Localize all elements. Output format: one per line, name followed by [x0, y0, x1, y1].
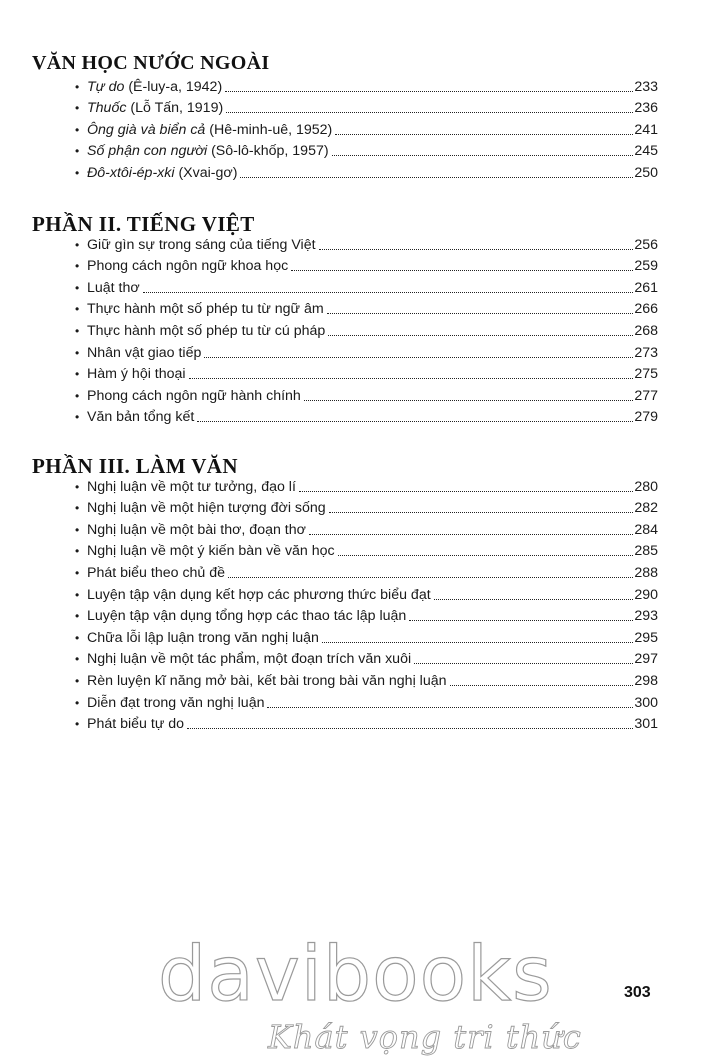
dot-leader	[414, 663, 633, 664]
toc-list	[75, 232, 658, 426]
dot-leader	[189, 378, 634, 379]
dot-leader	[291, 270, 633, 271]
dot-leader	[338, 555, 634, 556]
entry-page-number: 282	[634, 500, 658, 517]
entry-label: Nghị luận về một ý kiến bàn về văn học	[87, 543, 335, 560]
entry-title	[87, 564, 225, 582]
entry-title	[87, 672, 447, 690]
entry-page-number: 295	[634, 629, 658, 646]
entry-label: Giữ gìn sự trong sáng của tiếng Việt	[87, 236, 316, 253]
dot-leader	[335, 134, 633, 135]
work-note: (Ê-luy-a, 1942)	[124, 78, 223, 95]
toc-entry[interactable]	[75, 117, 658, 139]
bullet-icon: •	[75, 587, 80, 602]
dot-leader	[319, 249, 634, 250]
toc-entry[interactable]	[75, 275, 658, 297]
entry-page-number: 275	[634, 366, 658, 383]
toc-list	[75, 74, 658, 182]
entry-title	[87, 121, 332, 139]
bullet-icon: •	[75, 165, 80, 180]
dot-leader	[226, 112, 633, 113]
entry-label: Luật thơ	[87, 279, 140, 296]
toc-entry[interactable]	[75, 690, 658, 712]
entry-title	[87, 279, 140, 297]
toc-entry[interactable]	[75, 232, 658, 254]
toc-entry[interactable]	[75, 96, 658, 118]
entry-label: Nghị luận về một tác phẩm, một đoạn trích văn xuôi	[87, 651, 412, 668]
bullet-icon: •	[75, 630, 80, 645]
bullet-icon: •	[75, 101, 80, 116]
entry-page-number: 280	[634, 478, 658, 495]
dot-leader	[329, 512, 634, 513]
dot-leader	[304, 400, 634, 401]
entry-label: Nghị luận về một bài thơ, đoạn thơ	[87, 521, 306, 538]
entry-title	[87, 408, 194, 426]
section-heading: PHẦN II. TIẾNG VIỆT	[32, 212, 255, 236]
entry-page-number: 301	[634, 716, 658, 733]
entry-page-number: 284	[634, 521, 658, 538]
entry-page-number: 300	[634, 694, 658, 711]
entry-title	[87, 478, 296, 496]
bullet-icon: •	[75, 388, 80, 403]
dot-leader	[187, 728, 633, 729]
bullet-icon: •	[75, 673, 80, 688]
dot-leader	[267, 707, 633, 708]
watermark-logo: davibooks	[158, 929, 553, 1018]
entry-page-number: 233	[634, 78, 658, 95]
entry-label: Rèn luyện kĩ năng mở bài, kết bài trong bài văn nghị luận	[87, 672, 447, 689]
bullet-icon: •	[75, 522, 80, 537]
work-title: Tự do	[87, 78, 125, 95]
toc-entry[interactable]	[75, 625, 658, 647]
toc-list	[75, 474, 658, 733]
bullet-icon: •	[75, 609, 80, 624]
toc-entry[interactable]	[75, 362, 658, 384]
entry-title	[87, 365, 186, 383]
entry-label: Nhân vật giao tiếp	[87, 344, 202, 361]
entry-page-number: 261	[634, 279, 658, 296]
dot-leader	[143, 292, 634, 293]
section-heading: PHẦN III. LÀM VĂN	[32, 454, 238, 478]
bullet-icon: •	[75, 565, 80, 580]
entry-page-number: 245	[634, 143, 658, 160]
watermark	[0, 930, 710, 1062]
entry-label: Phong cách ngôn ngữ hành chính	[87, 387, 301, 404]
entry-page-number: 290	[634, 586, 658, 603]
entry-title	[87, 542, 335, 560]
toc-entry[interactable]	[75, 318, 658, 340]
bullet-icon: •	[75, 79, 80, 94]
toc-entry[interactable]	[75, 604, 658, 626]
dot-leader	[299, 491, 633, 492]
entry-title	[87, 300, 324, 318]
toc-entry[interactable]	[75, 668, 658, 690]
entry-label: Nghị luận về một hiện tượng đời sống	[87, 500, 326, 517]
entry-label: Luyện tập vận dụng tổng hợp các thao tác lập luận	[87, 608, 407, 625]
toc-entry[interactable]	[75, 474, 658, 496]
entry-label: Phát biểu tự do	[87, 716, 185, 733]
work-title: Ông già và biển cả	[87, 121, 206, 138]
bullet-icon: •	[75, 345, 80, 360]
dot-leader	[204, 357, 633, 358]
dot-leader	[228, 577, 633, 578]
work-note: (Xvai-gơ)	[174, 164, 238, 181]
toc-entry[interactable]	[75, 254, 658, 276]
bullet-icon: •	[75, 237, 80, 252]
bullet-icon: •	[75, 410, 80, 425]
entry-page-number: 298	[634, 672, 658, 689]
entry-title	[87, 586, 431, 604]
work-title: Số phận con người	[87, 143, 208, 160]
entry-title	[87, 78, 222, 96]
work-note: (Hê-minh-uê, 1952)	[205, 121, 333, 138]
dot-leader	[240, 177, 633, 178]
entry-label: Phát biểu theo chủ đề	[87, 564, 226, 581]
entry-page-number: 259	[634, 258, 658, 275]
toc-entry[interactable]	[75, 496, 658, 518]
entry-title	[87, 164, 237, 182]
entry-label: Văn bản tổng kết	[87, 409, 195, 426]
bullet-icon: •	[75, 717, 80, 732]
toc-entry[interactable]	[75, 647, 658, 669]
bullet-icon: •	[75, 323, 80, 338]
entry-page-number: 250	[634, 164, 658, 181]
bullet-icon: •	[75, 479, 80, 494]
entry-title	[87, 344, 201, 362]
work-title: Đô-xtôi-ép-xki	[87, 164, 175, 181]
toc-entry[interactable]	[75, 383, 658, 405]
bullet-icon: •	[75, 652, 80, 667]
dot-leader	[409, 620, 633, 621]
dot-leader	[332, 155, 634, 156]
work-note: (Sô-lô-khốp, 1957)	[207, 143, 329, 160]
page-number: 303	[624, 984, 651, 1001]
dot-leader	[309, 534, 633, 535]
dot-leader	[450, 685, 634, 686]
bullet-icon: •	[75, 259, 80, 274]
entry-label: Chữa lỗi lập luận trong văn nghị luận	[87, 629, 319, 646]
entry-page-number: 285	[634, 543, 658, 560]
entry-label: Phong cách ngôn ngữ khoa học	[87, 258, 289, 275]
entry-label: Luyện tập vận dụng kết hợp các phương thức biểu đạt	[87, 586, 431, 603]
entry-title	[87, 715, 184, 733]
toc-entry[interactable]	[75, 74, 658, 96]
entry-page-number: 293	[634, 608, 658, 625]
entry-label: Thực hành một số phép tu từ ngữ âm	[87, 301, 324, 318]
dot-leader	[434, 599, 634, 600]
bullet-icon: •	[75, 122, 80, 137]
entry-page-number: 241	[634, 121, 658, 138]
toc-entry[interactable]	[75, 139, 658, 161]
dot-leader	[328, 335, 633, 336]
bullet-icon: •	[75, 144, 80, 159]
entry-page-number: 236	[634, 100, 658, 117]
bullet-icon: •	[75, 544, 80, 559]
entry-title	[87, 650, 411, 668]
section-heading: VĂN HỌC NƯỚC NGOÀI	[32, 52, 270, 74]
entry-label: Hàm ý hội thoại	[87, 366, 186, 383]
dot-leader	[225, 91, 633, 92]
toc-entry[interactable]	[75, 582, 658, 604]
toc-entry[interactable]	[75, 712, 658, 734]
entry-title	[87, 607, 406, 625]
dot-leader	[197, 421, 633, 422]
bullet-icon: •	[75, 695, 80, 710]
bullet-icon: •	[75, 367, 80, 382]
entry-title	[87, 142, 329, 160]
entry-title	[87, 521, 306, 539]
bullet-icon: •	[75, 280, 80, 295]
entry-title	[87, 629, 319, 647]
entry-title	[87, 694, 264, 712]
entry-page-number: 266	[634, 301, 658, 318]
entry-label: Thực hành một số phép tu từ cú pháp	[87, 322, 326, 339]
toc-entry[interactable]	[75, 517, 658, 539]
dot-leader	[327, 313, 634, 314]
toc-entry[interactable]	[75, 560, 658, 582]
work-title: Thuốc	[87, 100, 127, 117]
entry-page-number: 277	[634, 387, 658, 404]
entry-title	[87, 99, 223, 117]
entry-title	[87, 257, 288, 275]
bullet-icon: •	[75, 302, 80, 317]
entry-title	[87, 387, 301, 405]
toc-entry[interactable]	[75, 405, 658, 427]
entry-label: Nghị luận về một tư tưởng, đạo lí	[87, 478, 296, 495]
entry-page-number: 268	[634, 322, 658, 339]
entry-page-number: 256	[634, 236, 658, 253]
bullet-icon: •	[75, 501, 80, 516]
work-note: (Lỗ Tấn, 1919)	[126, 100, 224, 117]
toc-entry[interactable]	[75, 160, 658, 182]
toc-entry[interactable]	[75, 539, 658, 561]
dot-leader	[322, 642, 633, 643]
entry-title	[87, 236, 316, 254]
entry-page-number: 279	[634, 409, 658, 426]
toc-entry[interactable]	[75, 340, 658, 362]
entry-title	[87, 322, 325, 340]
entry-page-number: 297	[634, 651, 658, 668]
entry-page-number: 273	[634, 344, 658, 361]
entry-title	[87, 499, 326, 517]
entry-label: Diễn đạt trong văn nghị luận	[87, 694, 265, 711]
watermark-tagline: Khát vọng tri thức	[268, 1018, 582, 1056]
entry-page-number: 288	[634, 564, 658, 581]
toc-entry[interactable]	[75, 297, 658, 319]
